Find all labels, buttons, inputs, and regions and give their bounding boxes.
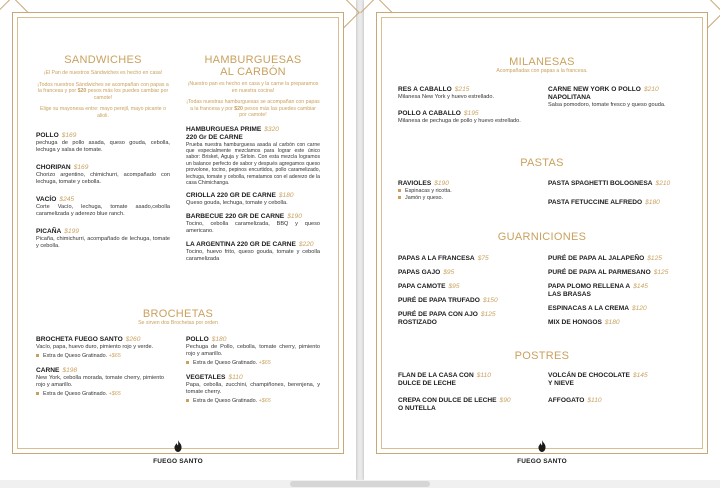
item-name xyxy=(36,132,170,140)
item-desc: Chorizo argentino, chimichurri, acompañado con lechuga, tomate y cebolla. xyxy=(36,172,170,185)
item-price: $198 xyxy=(62,367,78,374)
section-subtitle: Acompañadas con papas a la francesa. xyxy=(496,68,588,74)
item-label-line2: Y NIEVE xyxy=(548,380,574,387)
item-label: FLAN DE LA CASA CON xyxy=(398,372,474,379)
extra-price: +$65 xyxy=(258,360,271,366)
pastas-section xyxy=(398,157,686,169)
item-name xyxy=(36,367,164,375)
item-label-line2: ROSTIZADO xyxy=(398,319,437,326)
brand-logo xyxy=(512,440,572,465)
item-price: $169 xyxy=(61,132,77,139)
item-price: $180 xyxy=(645,199,660,206)
item-name xyxy=(186,192,320,200)
item-price: $125 xyxy=(647,255,662,262)
item-name xyxy=(398,311,538,319)
item-price: $125 xyxy=(653,269,669,276)
flame-icon xyxy=(537,440,547,452)
item-price: $180 xyxy=(211,336,227,343)
item-name xyxy=(548,255,690,263)
section-title: MILANESAS xyxy=(509,56,575,68)
item-label: AFFOGATO xyxy=(548,397,585,404)
item-desc: Papa, cebolla, zucchini, champiñones, berenjena, y tomate cherry. xyxy=(186,382,320,395)
item-price: $190 xyxy=(287,213,302,221)
item-label: PASTA FETUCCINE ALFREDO xyxy=(548,199,643,206)
menu-item xyxy=(36,367,164,398)
menu-item xyxy=(398,110,536,125)
item-label: POLLO A CABALLO xyxy=(398,110,461,117)
item-label-line2: LAS BRASAS xyxy=(548,291,591,298)
logo-text: FUEGO SANTO xyxy=(153,458,203,465)
item-label: CREPA CON DULCE DE LECHE xyxy=(398,397,497,404)
item-name xyxy=(186,213,320,221)
brochetas-col-right xyxy=(186,336,320,405)
item-label: PAPAS A LA FRANCESA xyxy=(398,255,475,262)
item-subname: 220 Gr DE CARNE xyxy=(186,133,243,141)
item-name xyxy=(548,269,690,277)
item-name xyxy=(186,374,320,382)
item-label-line2: NAPOLITANA xyxy=(548,94,591,101)
item-name xyxy=(398,283,538,291)
section-subtitle: ¡Nuestro pan es hecho en casa y la carne la preparamos en nuestra cocina! xyxy=(187,81,319,94)
extra-price: +$65 xyxy=(108,353,121,359)
brand-logo xyxy=(148,440,208,465)
scrollbar-thumb[interactable] xyxy=(290,481,430,487)
item-label: CARNE xyxy=(36,367,60,374)
item-label: VOLCÁN DE CHOCOLATE xyxy=(548,372,630,379)
item-desc: Vacío, papa, huevo duro, pimiento rojo y verde. xyxy=(36,344,154,350)
milanesas-col-left xyxy=(398,86,536,125)
horizontal-scrollbar[interactable] xyxy=(0,480,720,488)
item-label: PURÉ DE PAPA CON AJO xyxy=(398,311,478,318)
item-name xyxy=(548,86,686,94)
postres-col-right xyxy=(548,372,688,405)
item-label: BARBECUE 220 GR DE CARNE xyxy=(186,213,285,221)
subtitle-text: pesos más las puedes cambiar por camote! xyxy=(239,105,316,118)
milanesas-section xyxy=(398,56,686,75)
item-label: PAPA CAMOTE xyxy=(398,283,446,290)
item-desc: Salsa pomodoro, tomate fresco y queso gouda. xyxy=(548,102,666,108)
item-name xyxy=(548,180,688,188)
item-desc: Tocino, huevo frito, queso gouda, tomate y cebolla caramelizada xyxy=(186,249,320,263)
item-label: PAPA PLOMO RELLENA A xyxy=(548,283,631,290)
item-name xyxy=(398,372,538,380)
item-option: Espinacas y ricotta. xyxy=(398,188,536,195)
subtitle-text: ¡Todos nuestros Sándwiches se acompañan con papas a la francesa y por xyxy=(37,81,169,94)
item-price: $110 xyxy=(476,372,491,379)
menu-item xyxy=(36,164,170,186)
item-label: POLLO xyxy=(186,336,209,343)
extra-price: +$65 xyxy=(258,398,271,404)
menu-item xyxy=(186,192,320,207)
item-name xyxy=(398,397,538,405)
pastas-col-left xyxy=(398,180,536,202)
flame-icon xyxy=(173,440,183,452)
sandwiches-section xyxy=(36,54,170,250)
section-title: POSTRES xyxy=(514,350,570,362)
item-price: $75 xyxy=(477,255,489,262)
item-price: $110 xyxy=(228,374,243,381)
item-desc: Tocino, cebolla caramelizada, BBQ y queso americano. xyxy=(186,221,320,235)
item-price: $220 xyxy=(298,241,314,249)
item-label: PAPAS GAJO xyxy=(398,269,441,276)
item-name xyxy=(36,336,164,344)
item-name xyxy=(548,372,688,380)
item-price: $120 xyxy=(631,305,647,312)
item-desc: Queso gouda, lechuga, tomate y cebolla. xyxy=(186,200,288,207)
item-price: $180 xyxy=(604,319,620,326)
section-title: GUARNICIONES xyxy=(497,231,587,243)
item-desc: Picaña, chimichurri, acompañado de lechuga, tomate y cebolla. xyxy=(36,236,170,249)
item-name xyxy=(398,255,538,263)
item-desc: Prueba nuestra hamburguesa asada al carbón con carne que especialmente mezclamos para lograr este único sabor: Brisket, Aguja y Sirloin. Con esta mezcla logramos un balance perfecto de sabor y después agregamos queso provolone, tocino, pepinos encurtidos, pollo caramelizado, lechuga, tomate y cebolla, rematamos con el aderezo de la casa Chimichanga. xyxy=(186,141,320,186)
menu-item xyxy=(186,336,320,367)
item-name xyxy=(548,305,690,313)
item-option: Jamón y queso. xyxy=(398,195,536,202)
item-name xyxy=(186,336,320,344)
item-name xyxy=(186,241,320,249)
item-price: $260 xyxy=(125,336,141,343)
extra-option xyxy=(186,398,320,405)
item-price: $150 xyxy=(482,297,498,304)
guarniciones-col-right xyxy=(548,255,690,327)
menu-item xyxy=(36,132,170,154)
item-name xyxy=(548,319,690,327)
item-label: POLLO xyxy=(36,132,59,139)
item-price: $95 xyxy=(443,269,455,276)
item-price: $215 xyxy=(454,86,470,93)
item-price: $125 xyxy=(480,311,496,318)
item-label: RAVIOLES xyxy=(398,180,432,187)
extra-label: Extra de Queso Gratinado. xyxy=(193,360,258,366)
item-label: RES A CABALLO xyxy=(398,86,452,93)
item-desc: pechuga de pollo asada, queso gouda, cebolla, lechuga y salsa de tomate. xyxy=(36,140,170,153)
item-label: PURÉ DE PAPA AL JALAPEÑO xyxy=(548,255,645,262)
extra-label: Extra de Queso Gratinado. xyxy=(43,353,108,359)
subtitle-price: $20 xyxy=(234,105,243,112)
postres-col-left xyxy=(398,372,538,413)
guarniciones-col-left xyxy=(398,255,538,327)
item-name xyxy=(186,126,320,134)
item-price: $145 xyxy=(633,283,648,290)
section-title: BROCHETAS xyxy=(142,308,214,320)
item-price: $195 xyxy=(463,110,479,117)
section-subtitle xyxy=(186,99,320,119)
item-label: CARNE NEW YORK O POLLO xyxy=(548,86,641,93)
item-price: $199 xyxy=(64,228,79,235)
item-label: PICAÑA xyxy=(36,228,62,235)
milanesas-col-right xyxy=(548,86,686,109)
item-label: CRIOLLA 220 GR DE CARNE xyxy=(186,192,276,200)
item-desc: Corte Vacío, lechuga, tomate asado,cebolla caramelizada y aderezo blue ranch. xyxy=(36,204,170,217)
item-name xyxy=(548,199,688,207)
menu-item xyxy=(36,336,164,360)
item-desc: Milanesa New York y huevo estrellado. xyxy=(398,94,495,100)
postres-section xyxy=(398,350,686,362)
extra-option xyxy=(186,360,320,367)
item-name xyxy=(398,297,538,305)
item-price: $145 xyxy=(632,372,648,379)
item-name xyxy=(548,283,690,291)
item-label: BROCHETA FUEGO SANTO xyxy=(36,336,123,343)
item-price: $210 xyxy=(655,180,671,187)
item-name xyxy=(548,397,688,405)
guarniciones-section xyxy=(398,231,686,243)
item-name xyxy=(398,180,536,188)
menu-item xyxy=(548,86,686,109)
subtitle-text: pesos más los puedes cambiar por camote! xyxy=(87,88,169,101)
item-name xyxy=(398,110,536,118)
extra-label: Extra de Queso Gratinado. xyxy=(43,391,108,397)
item-price: $180 xyxy=(278,192,294,200)
item-label: ESPINACAS A LA CREMA xyxy=(548,305,629,312)
brochetas-col-left xyxy=(36,336,164,398)
extra-price: +$65 xyxy=(108,391,121,397)
item-price: $90 xyxy=(499,397,511,404)
item-name xyxy=(398,86,536,94)
menu-item xyxy=(186,374,320,405)
item-label: VACÍO xyxy=(36,196,57,203)
section-title: PASTAS xyxy=(520,157,564,169)
item-name xyxy=(36,228,170,236)
subtitle-text: ¡Todas nuestras hamburguesas se acompañan con papas a la francesa y por xyxy=(186,99,320,112)
item-label: MIX DE HONGOS xyxy=(548,319,602,326)
section-title: AL CARBÓN xyxy=(220,66,286,78)
item-name xyxy=(36,196,170,204)
extra-label: Extra de Queso Gratinado. xyxy=(193,398,258,404)
item-label: PURÉ DE PAPA AL PARMESANO xyxy=(548,269,651,276)
item-desc: Pechuga de Pollo, cebolla, tomate cherry, pimiento rojo y amarillo. xyxy=(186,344,320,357)
extra-option xyxy=(36,353,164,360)
menu-item xyxy=(186,126,320,187)
brochetas-section xyxy=(36,308,320,327)
item-price: $95 xyxy=(448,283,460,290)
section-subtitle: ¡El Pan de nuestros Sándwiches es hecho en casa! xyxy=(43,70,163,76)
item-label-line2: DULCE DE LECHE xyxy=(398,380,456,387)
item-label: LA ARGENTINA 220 GR DE CARNE xyxy=(186,241,296,249)
subtitle-price: $20 xyxy=(77,88,87,94)
item-price: $169 xyxy=(73,164,89,171)
hamburguesas-section xyxy=(186,54,320,263)
menu-page-2 xyxy=(364,0,720,480)
item-label: HAMBURGUESA PRIME xyxy=(186,125,262,133)
section-subtitle: Elige su mayonesa entre: mayo perejil, mayo picante o alioli. xyxy=(39,106,166,119)
item-label-line2: O NUTELLA xyxy=(398,405,436,412)
section-subtitle: Se sirven dos Brochetas por orden xyxy=(138,320,218,326)
item-price: $110 xyxy=(587,397,602,404)
menu-page-1 xyxy=(0,0,356,480)
menu-item xyxy=(186,241,320,263)
section-title: SANDWICHES xyxy=(64,54,142,66)
item-desc: New York, cebolla morada, tomate cherry, pimiento rojo y amarillo. xyxy=(36,375,164,388)
logo-text: FUEGO SANTO xyxy=(517,458,567,465)
pastas-col-right xyxy=(548,180,688,207)
item-price: $190 xyxy=(434,180,449,187)
section-subtitle xyxy=(36,82,170,102)
menu-item xyxy=(186,213,320,235)
menu-item xyxy=(36,196,170,218)
section-title: HAMBURGUESAS xyxy=(204,54,302,66)
item-price: $245 xyxy=(59,196,75,203)
item-price: $320 xyxy=(264,125,279,133)
menu-item xyxy=(36,228,170,250)
item-desc: Milanesa de pechuga de pollo y huevo estrellado. xyxy=(398,118,521,124)
menu-item xyxy=(398,86,536,101)
item-name xyxy=(36,164,170,172)
item-label: PASTA SPAGHETTI BOLOGNESA xyxy=(548,180,653,187)
item-price: $210 xyxy=(643,86,659,93)
item-label: CHORIPAN xyxy=(36,164,71,171)
item-name xyxy=(398,269,538,277)
extra-option xyxy=(36,391,164,398)
item-label: PURÉ DE PAPA TRUFADO xyxy=(398,297,480,304)
item-label: VEGETALES xyxy=(186,374,226,381)
